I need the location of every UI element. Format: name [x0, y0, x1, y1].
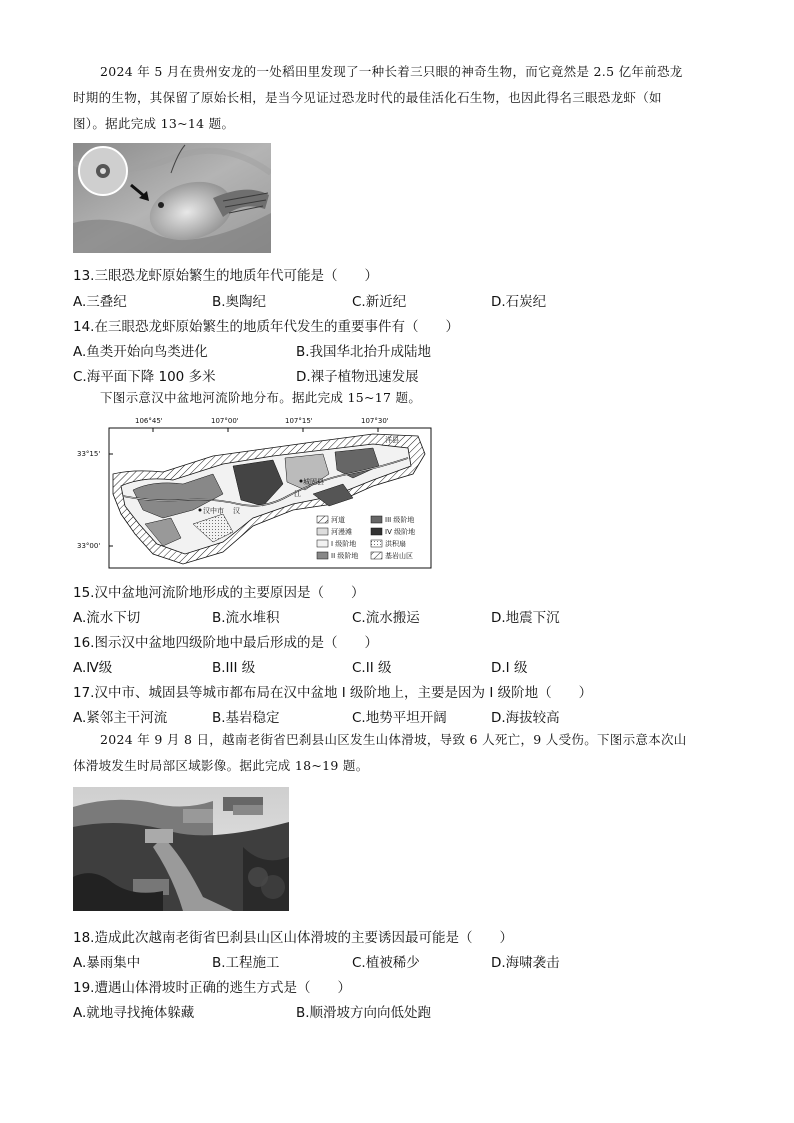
question-15: 15.汉中盆地河流阶地形成的主要原因是（ ） — [73, 585, 365, 601]
option-15a[interactable]: A.流水下切 — [73, 610, 141, 626]
lat-label: 33°15' — [77, 450, 101, 458]
option-17d[interactable]: D.海拔较高 — [491, 710, 560, 726]
option-15d[interactable]: D.地震下沉 — [491, 610, 560, 626]
lon-label: 106°45' — [135, 417, 163, 425]
option-18b[interactable]: B.工程施工 — [212, 955, 280, 971]
option-16a[interactable]: A.Ⅳ级 — [73, 660, 113, 676]
svg-text:II 级阶地: II 级阶地 — [331, 552, 359, 560]
intro-line: 时期的生物，其保留了原始长相，是当今见证过恐龙时代的最佳活化石生物，也因此得名三眼恐龙虾（如 — [73, 90, 662, 105]
place-label: 江 — [294, 490, 301, 498]
lon-label: 107°00' — [211, 417, 239, 425]
svg-text:IV 级阶地: IV 级阶地 — [385, 528, 416, 536]
place-label: 汉 — [233, 507, 240, 515]
option-18a[interactable]: A.暴雨集中 — [73, 955, 141, 971]
option-14a[interactable]: A.鱼类开始向鸟类进化 — [73, 344, 208, 360]
triops-photo — [73, 143, 271, 253]
option-16d[interactable]: D.I 级 — [491, 660, 528, 676]
lon-label: 107°30' — [361, 417, 389, 425]
option-17a[interactable]: A.紧邻主干河流 — [73, 710, 168, 726]
option-19a[interactable]: A.就地寻找掩体躲藏 — [73, 1005, 195, 1021]
option-13b[interactable]: B.奥陶纪 — [212, 294, 267, 310]
option-18d[interactable]: D.海啸袭击 — [491, 955, 560, 971]
question-17: 17.汉中市、城固县等城市都布局在汉中盆地 I 级阶地上，主要是因为 I 级阶地（ ） — [73, 685, 593, 701]
svg-text:基岩山区: 基岩山区 — [385, 552, 413, 560]
svg-text:河漫滩: 河漫滩 — [331, 528, 352, 536]
lat-label: 33°00' — [77, 542, 101, 550]
option-16b[interactable]: B.III 级 — [212, 660, 256, 676]
svg-text:III 级阶地: III 级阶地 — [385, 516, 415, 524]
question-18: 18.造成此次越南老街省巴刹县山区山体滑坡的主要诱因最可能是（ ） — [73, 930, 513, 946]
option-17c[interactable]: C.地势平坦开阔 — [352, 710, 447, 726]
option-13c[interactable]: C.新近纪 — [352, 294, 407, 310]
intro-line: 下图示意汉中盆地河流阶地分布。据此完成 15~17 题。 — [100, 390, 422, 405]
intro-line: 2024 年 5 月在贵州安龙的一处稻田里发现了一种长着三只眼的神奇生物，而它竟然是 2.5 亿年前恐龙 — [100, 64, 683, 79]
option-14d[interactable]: D.裸子植物迅速发展 — [296, 369, 419, 385]
terrace-map — [73, 414, 433, 574]
option-13d[interactable]: D.石炭纪 — [491, 294, 547, 310]
intro-line: 2024 年 9 月 8 日，越南老街省巴刹县山区发生山体滑坡，导致 6 人死亡，9 人受伤。下图示意本次山 — [100, 732, 687, 747]
question-14: 14.在三眼恐龙虾原始繁生的地质年代发生的重要事件有（ ） — [73, 319, 459, 335]
svg-text:I 级阶地: I 级阶地 — [331, 540, 357, 548]
option-14b[interactable]: B.我国华北抬升成陆地 — [296, 344, 432, 360]
svg-text:河道: 河道 — [331, 516, 345, 524]
question-16: 16.图示汉中盆地四级阶地中最后形成的是（ ） — [73, 635, 378, 651]
question-13: 13.三眼恐龙虾原始繁生的地质年代可能是（ ） — [73, 268, 378, 284]
svg-text:洪积扇: 洪积扇 — [385, 540, 406, 548]
intro-line: 图）。据此完成 13~14 题。 — [73, 116, 235, 131]
option-13a[interactable]: A.三叠纪 — [73, 294, 127, 310]
option-16c[interactable]: C.II 级 — [352, 660, 392, 676]
option-19b[interactable]: B.顺滑坡方向向低处跑 — [296, 1005, 432, 1021]
option-18c[interactable]: C.植被稀少 — [352, 955, 420, 971]
intro-line: 体滑坡发生时局部区域影像。据此完成 18~19 题。 — [73, 758, 369, 773]
option-15c[interactable]: C.流水搬运 — [352, 610, 420, 626]
question-19: 19.遭遇山体滑坡时正确的逃生方式是（ ） — [73, 980, 351, 996]
option-15b[interactable]: B.流水堆积 — [212, 610, 280, 626]
place-label: 洋县 — [385, 436, 399, 444]
landslide-photo — [73, 787, 289, 911]
place-label: 城固县 — [303, 478, 324, 486]
option-14c[interactable]: C.海平面下降 100 多米 — [73, 369, 216, 385]
option-17b[interactable]: B.基岩稳定 — [212, 710, 280, 726]
lon-label: 107°15' — [285, 417, 313, 425]
place-label: 汉中市 — [203, 507, 224, 515]
